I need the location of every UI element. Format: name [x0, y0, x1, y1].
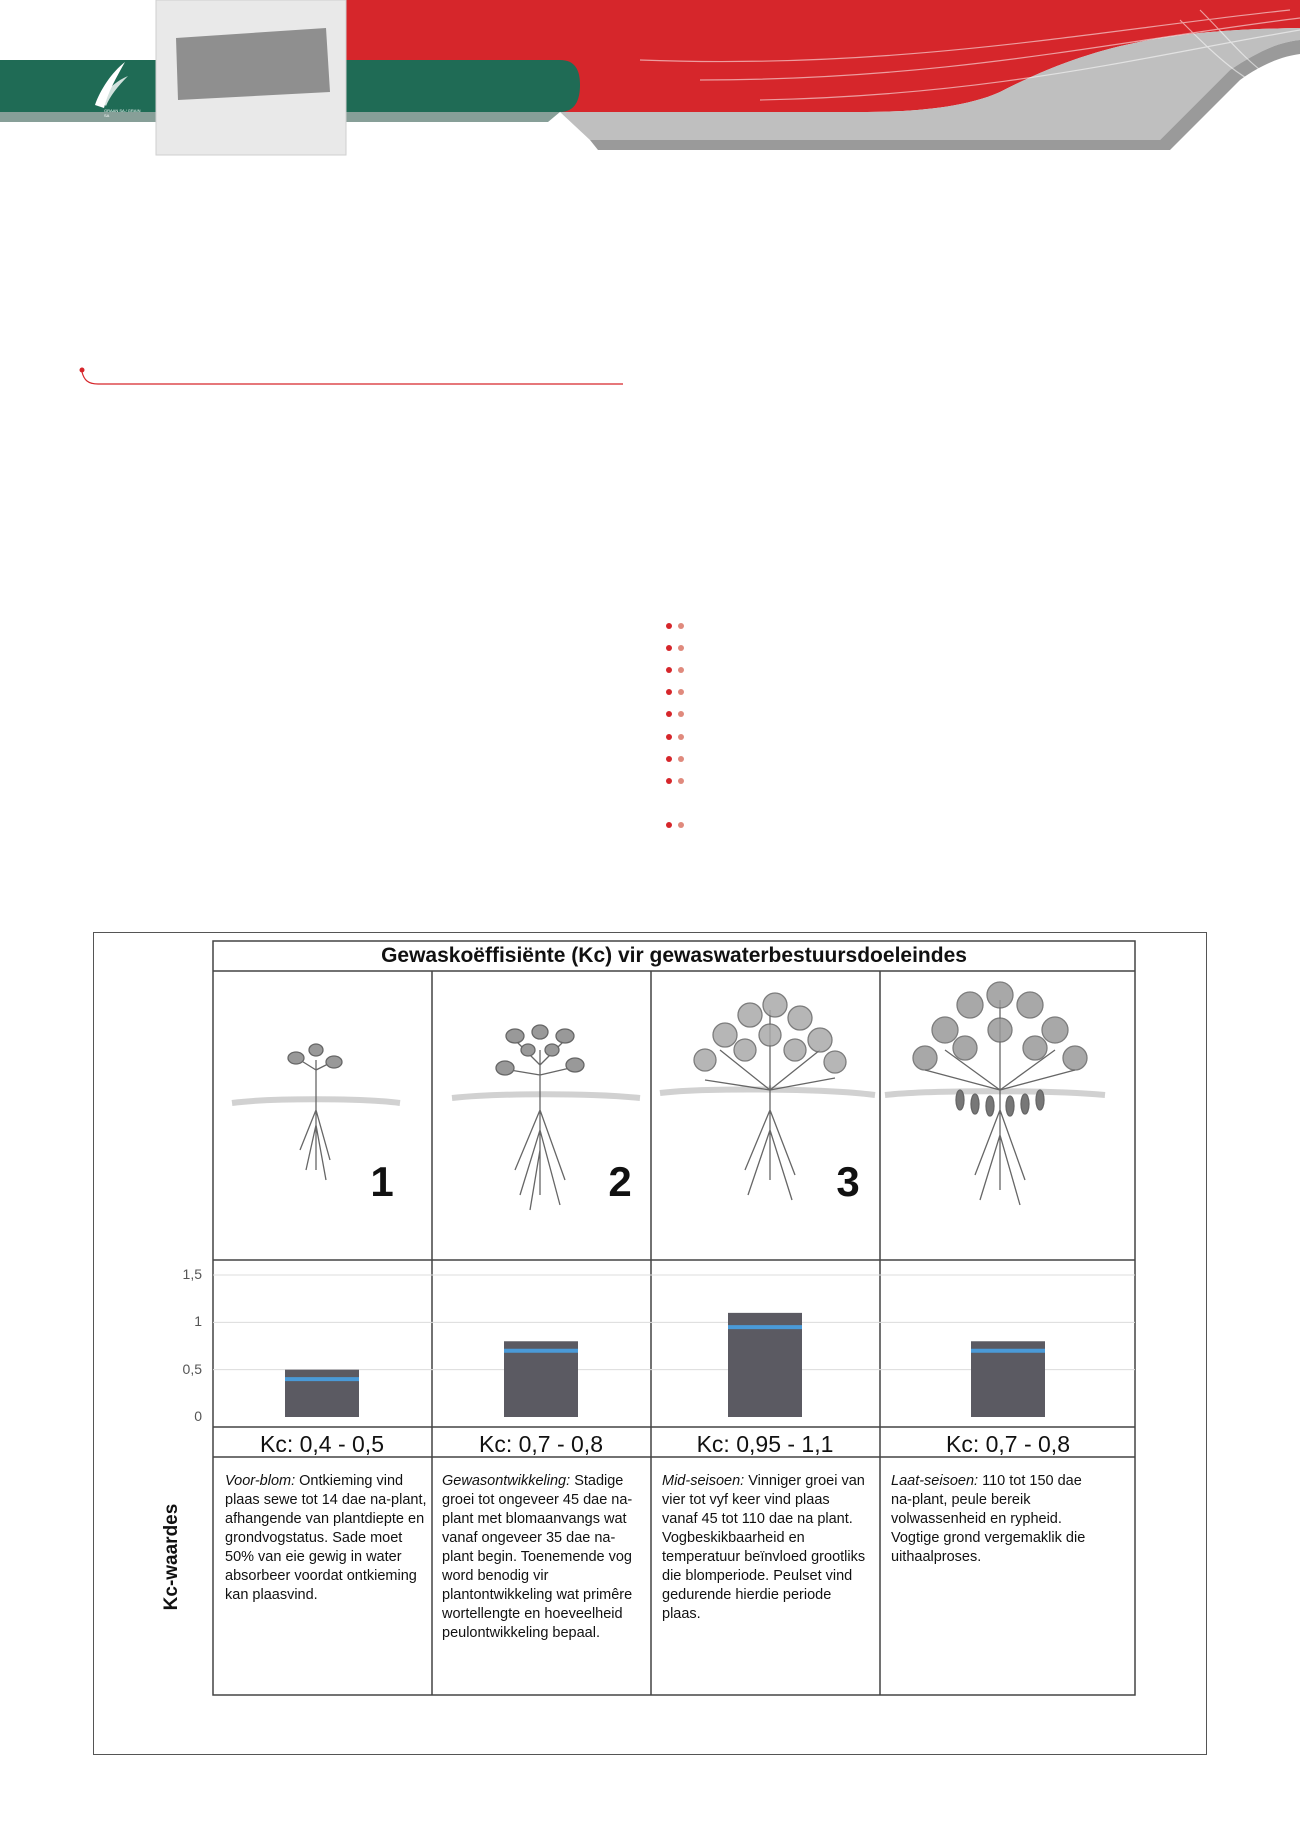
- kc-range-label: Kc: 0,4 - 0,5: [259, 1431, 384, 1457]
- kc-range-label: Kc: 0,7 - 0,8: [945, 1431, 1070, 1457]
- stage-description: [891, 1472, 1095, 1567]
- y-tick-label: 1,5: [182, 1266, 202, 1282]
- y-tick-label: 0,5: [182, 1361, 202, 1377]
- y-tick-label: 1: [194, 1313, 202, 1329]
- kc-range-label: Kc: 0,95 - 1,1: [696, 1431, 834, 1457]
- kc-range-label: Kc: 0,7 - 0,8: [478, 1431, 603, 1457]
- stage-number-1: 1: [370, 1158, 394, 1205]
- stage-description: [442, 1472, 646, 1643]
- stage-text: 110 tot 150 dae na-plant, peule bereik volwassenheid en rypheid. Vogtige grond vergemaklik die uithaalproses.: [891, 1473, 1086, 1565]
- stage-name: Voor-blom:: [225, 1473, 296, 1489]
- stage-description: [662, 1472, 866, 1624]
- stage-description: [225, 1472, 429, 1605]
- kc-bar: [285, 1370, 359, 1417]
- brand-logo-text: GRAAN SA / GRAIN SA: [104, 108, 141, 118]
- y-tick-label: 0: [194, 1408, 202, 1424]
- stage-number-2: 2: [608, 1158, 632, 1205]
- stage-name: Laat-seisoen:: [891, 1473, 979, 1489]
- stage-number-3: 3: [836, 1158, 860, 1205]
- y-axis-label: Kc-waardes: [161, 1503, 182, 1611]
- stage-text: Stadige groei tot ongeveer 45 dae na-plant met blomaanvangs wat vanaf ongeveer 35 dae na-plant begin. Toenemende vog word benodig vir plantontwikkeling wat primêre wortellengte en hoeveelheid peulontwikkeling bepaal.: [442, 1473, 633, 1641]
- stage-name: Mid-seisoen:: [662, 1473, 745, 1489]
- stage-text: Ontkieming vind plaas sewe tot 14 dae na-plant, afhangende van plantdiepte en grondvogstatus. Sade moet 50% van eie gewig in water absorbeer voordat ontkieming kan plaasvind.: [225, 1473, 427, 1603]
- chart-title: Gewaskoëffisiënte (Kc) vir gewaswaterbestuursdoeleindes: [381, 944, 967, 967]
- stage-text: Vinniger groei van vier tot vyf keer vind plaas vanaf 45 tot 110 dae na plant. Vogbeskikbaarheid en temperatuur beïnvloed grootliks die blomperiode. Peulset vind gedurende hierdie periode plaas.: [662, 1473, 866, 1622]
- stage-name: Gewasontwikkeling:: [442, 1473, 571, 1489]
